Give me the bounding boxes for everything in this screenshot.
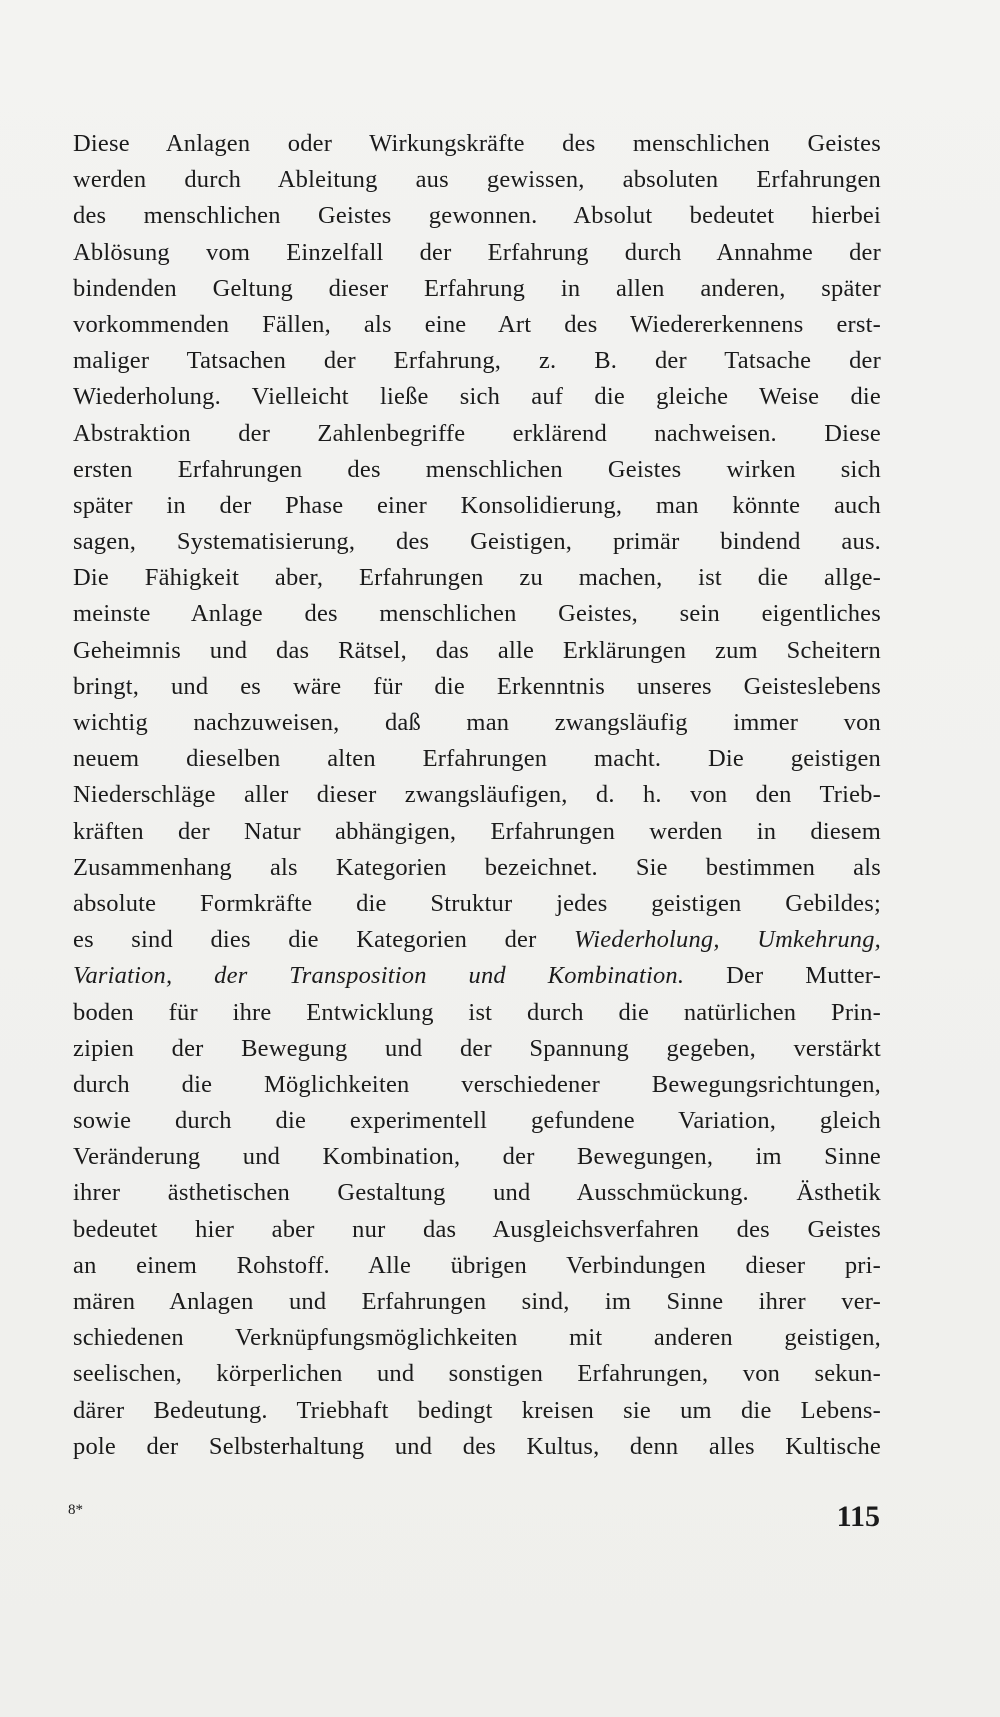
- text-segment: später in der Phase einer Konsolidierung, man könnte auch: [73, 491, 881, 519]
- text-segment: Die Fähigkeit aber, Erfahrungen zu machen, ist die allge-: [73, 564, 881, 592]
- text-line: [73, 1175, 881, 1211]
- text-segment: Veränderung und Kombination, der Bewegungen, im Sinne: [73, 1143, 881, 1171]
- text-line: [73, 1356, 881, 1392]
- text-segment: ersten Erfahrungen des menschlichen Geistes wirken sich: [73, 455, 881, 483]
- text-line: [73, 1139, 881, 1175]
- text-line: [73, 452, 881, 488]
- text-segment: Der Mutter-: [684, 962, 881, 990]
- text-line: [73, 922, 881, 958]
- text-line: [73, 995, 881, 1031]
- text-segment: neuem dieselben alten Erfahrungen macht. Die geistigen: [73, 745, 881, 773]
- text-segment: es sind dies die Kategorien der: [73, 926, 574, 954]
- text-segment: kräften der Natur abhängigen, Erfahrungen werden in diesem: [73, 817, 881, 845]
- italic-text-segment: Variation, der Transposition und Kombination.: [73, 962, 685, 990]
- text-line: [73, 1248, 881, 1284]
- text-line: [73, 814, 881, 850]
- text-segment: Zusammenhang als Kategorien bezeichnet. Sie bestimmen als: [73, 853, 881, 881]
- text-segment: mären Anlagen und Erfahrungen sind, im Sinne ihrer ver-: [73, 1288, 881, 1315]
- text-segment: sowie durch die experimentell gefundene Variation, gleich: [73, 1107, 881, 1135]
- text-segment: durch die Möglichkeiten verschiedener Bewegungsrichtungen,: [73, 1070, 881, 1098]
- text-segment: schiedenen Verknüpfungsmöglichkeiten mit anderen geistigen,: [73, 1324, 881, 1352]
- text-line: [73, 1393, 881, 1429]
- text-segment: absolute Formkräfte die Struktur jedes geistigen Gebildes;: [73, 889, 881, 917]
- text-line: [73, 126, 881, 162]
- text-segment: des menschlichen Geistes gewonnen. Absolut bedeutet hierbei: [73, 202, 881, 230]
- text-line: [73, 198, 881, 234]
- text-line: [73, 850, 881, 886]
- text-line: [73, 1212, 881, 1248]
- text-segment: maliger Tatsachen der Erfahrung, z. B. der Tatsache der: [73, 347, 881, 375]
- text-line: [73, 1429, 881, 1465]
- text-segment: Diese Anlagen oder Wirkungskräfte des menschlichen Geistes: [73, 130, 881, 157]
- text-line: [73, 343, 881, 379]
- text-segment: ihrer ästhetischen Gestaltung und Ausschmückung. Ästhetik: [73, 1179, 881, 1207]
- page-number: 115: [836, 1500, 880, 1533]
- italic-text-segment: Wiederholung, Umkehrung,: [573, 926, 881, 954]
- text-line: [73, 777, 881, 813]
- body-text: [73, 126, 881, 1465]
- text-line: [73, 596, 881, 632]
- text-line: [73, 162, 881, 198]
- text-line: [73, 560, 881, 596]
- text-segment: meinste Anlage des menschlichen Geistes, sein eigentliches: [73, 600, 881, 628]
- text-line: [73, 271, 881, 307]
- text-line: [73, 886, 881, 922]
- text-segment: an einem Rohstoff. Alle übrigen Verbindungen dieser pri-: [73, 1251, 881, 1279]
- text-line: [73, 1031, 881, 1067]
- text-segment: Wiederholung. Vielleicht ließe sich auf die gleiche Weise die: [73, 383, 881, 411]
- text-line: [73, 379, 881, 415]
- text-line: [73, 524, 881, 560]
- text-segment: seelischen, körperlichen und sonstigen Erfahrungen, von sekun-: [73, 1360, 881, 1388]
- text-line: [73, 1103, 881, 1139]
- text-line: [73, 1284, 881, 1320]
- text-segment: wichtig nachzuweisen, daß man zwangsläufig immer von: [73, 709, 881, 736]
- text-line: [73, 741, 881, 777]
- text-segment: Abstraktion der Zahlenbegriffe erklärend nachweisen. Diese: [73, 419, 881, 447]
- text-segment: werden durch Ableitung aus gewissen, absoluten Erfahrungen: [73, 166, 881, 194]
- text-segment: Geheimnis und das Rätsel, das alle Erklärungen zum Scheitern: [73, 636, 881, 664]
- text-segment: boden für ihre Entwicklung ist durch die natürlichen Prin-: [73, 998, 881, 1026]
- text-line: [73, 958, 881, 994]
- signature-mark: 8*: [68, 1502, 83, 1518]
- text-segment: Niederschläge aller dieser zwangsläufigen, d. h. von den Trieb-: [73, 781, 881, 809]
- text-segment: Ablösung vom Einzelfall der Erfahrung durch Annahme der: [73, 238, 881, 266]
- text-line: [73, 488, 881, 524]
- text-line: [73, 1320, 881, 1356]
- text-line: [73, 669, 881, 705]
- text-line: [73, 307, 881, 343]
- text-segment: sagen, Systematisierung, des Geistigen, primär bindend aus.: [73, 528, 881, 556]
- text-segment: bindenden Geltung dieser Erfahrung in allen anderen, später: [73, 274, 881, 302]
- text-segment: zipien der Bewegung und der Spannung gegeben, verstärkt: [73, 1034, 881, 1062]
- text-line: [73, 633, 881, 669]
- text-segment: bringt, und es wäre für die Erkenntnis unseres Geisteslebens: [73, 672, 881, 700]
- text-line: [73, 705, 881, 741]
- text-segment: vorkommenden Fällen, als eine Art des Wiedererkennens erst-: [73, 310, 881, 338]
- text-segment: därer Bedeutung. Triebhaft bedingt kreisen sie um die Lebens-: [73, 1396, 881, 1424]
- text-segment: pole der Selbsterhaltung und des Kultus, denn alles Kultische: [73, 1432, 881, 1460]
- text-line: [73, 416, 881, 452]
- text-line: [73, 235, 881, 271]
- text-line: [73, 1067, 881, 1103]
- text-segment: bedeutet hier aber nur das Ausgleichsverfahren des Geistes: [73, 1215, 881, 1243]
